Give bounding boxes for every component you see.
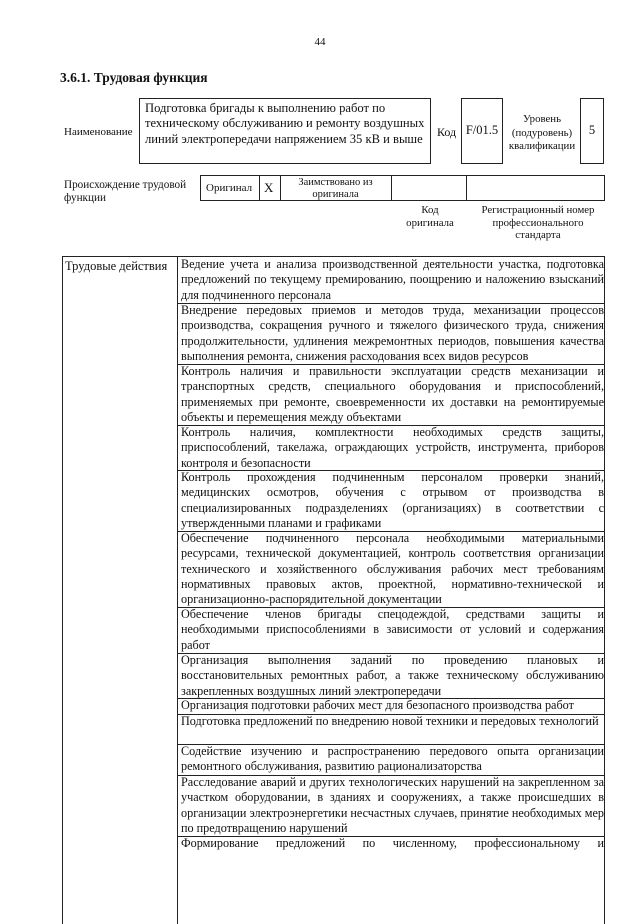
function-name: Подготовка бригады к выполнению работ по техническому обслуживанию и ремонту воздушных линий электропередачи напряжением 35 кВ и выше	[145, 101, 425, 146]
labor-action-item: Организация выполнения заданий по проведению плановых и восстановительных ремонтных работ, а также техническому обслуживанию закрепленных воздушных линий электропередачи	[181, 653, 604, 698]
origin-table	[200, 175, 605, 201]
labor-action-item: Внедрение передовых приемов и методов труда, механизации процессов производства, сокращения ручного и тяжелого физического труда, снижения продолжительности, удлинения межремонтных периодов, повышения качества выполнения ремонта, снижения расходования всех видов ресурсов	[181, 303, 604, 363]
labor-action-item: Организация подготовки рабочих мест для безопасного производства работ	[181, 698, 574, 712]
name-label: Наименование	[64, 126, 133, 138]
labor-action-item: Содействие изучению и распространению передового опыта организации ремонтного обслуживания, развитию рационализаторства	[181, 744, 604, 774]
level-value: 5	[588, 123, 596, 137]
original-mark: X	[264, 180, 274, 195]
section-title: 3.6.1. Трудовая функция	[60, 70, 208, 85]
code-box	[461, 98, 503, 164]
labor-action-item: Формирование предложений по численному, профессиональному и	[181, 836, 604, 850]
labor-action-item: Контроль прохождения подчиненным персоналом проверки знаний, медицинских осмотров, обучения с отрывом от производства в специализированных подразделениях (организациях) в соответствии с утвержденными планами и графиками	[181, 470, 604, 530]
level-box	[580, 98, 604, 164]
level-label: Уровень (подуровень) квалификации	[508, 113, 576, 152]
labor-action-item: Расследование аварий и других технологических нарушений на закрепленном за участком оборудовании, в зданиях и сооружениях, а также происшедших в организации электроэнергетики несчастных случаев, принятие необходимых мер по предотвращению нарушений	[181, 775, 604, 835]
labor-action-item: Подготовка предложений по внедрению новой техники и передовых технологий	[181, 714, 599, 728]
labor-action-item: Контроль наличия, комплектности необходимых средств защиты, приспособлений, такелажа, ограждающих устройств, инструмента, приборов контроля и безопасности	[181, 425, 604, 470]
reg-number-caption: Регистрационный номер профессионального стандарта	[481, 204, 595, 241]
original-label: Оригинал	[206, 182, 253, 194]
labor-action-item: Контроль наличия и правильности эксплуатации средств механизации и транспортных средств, специального оборудования и приспособлений, применяемых при ремонте, своевременности их доставки на ремонтируемые объекты и перемещения между объектами	[181, 364, 604, 424]
labor-actions-label: Трудовые действия	[65, 259, 168, 273]
origin-label: Происхождение трудовой функции	[64, 179, 187, 204]
page-number: 44	[314, 36, 326, 48]
borrowed-label: Заимствовано из оригинала	[298, 177, 373, 200]
labor-action-item: Обеспечение подчиненного персонала необходимыми материальными ресурсами, технической документацией, контроль соответствия организации технического и хозяйственного обслуживания рабочих мест требованиям нормативных правовых актов, проектной, нормативно-технической и организационно-распорядительной документации	[181, 531, 604, 607]
code-value: F/01.5	[465, 123, 499, 137]
code-original-caption: Код оригинала	[406, 204, 454, 229]
labor-action-item: Ведение учета и анализа производственной деятельности участка, подготовка предложений по текущему премированию, поощрению и наложению взысканий для подчиненного персонала	[181, 257, 604, 302]
function-name-box	[139, 98, 431, 164]
labor-action-item: Обеспечение членов бригады спецодеждой, средствами защиты и необходимыми приспособлениями в зависимости от условий и содержания работ	[181, 607, 604, 652]
code-label: Код	[437, 125, 457, 139]
